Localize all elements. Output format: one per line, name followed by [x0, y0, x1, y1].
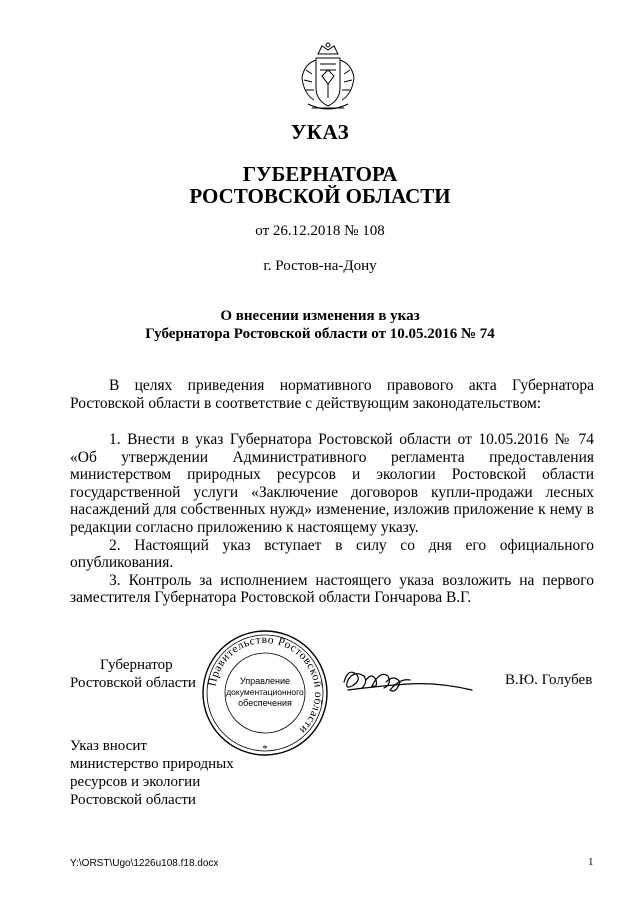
city-line: г. Ростов-на-Дону	[263, 258, 377, 274]
contributor-line-4: Ростовской области	[70, 792, 196, 808]
contributor-line-2: министерство природных	[70, 756, 234, 772]
contributor-block	[70, 737, 234, 809]
seal-inner-line-2: документационного	[226, 687, 304, 697]
subject-line-2: Губернатора Ростовской области от 10.05.2016 № 74	[145, 326, 495, 342]
preamble-paragraph: В целях приведения нормативного правового акта Губернатора Ростовской области в соответствие с действующим законодательством:	[70, 377, 594, 412]
subject-line-1: О внесении изменения в указ	[220, 308, 420, 324]
position-line-1: Губернатор	[100, 657, 173, 673]
seal-inner-line-1: Управление	[239, 676, 291, 686]
position-line-2: Ростовской области	[70, 675, 196, 691]
subject-heading	[0, 307, 640, 343]
document-type-title: УКАЗ	[290, 120, 350, 144]
contributor-line-3: ресурсов и экологии	[70, 774, 201, 790]
issuer-line-2: РОСТОВСКОЙ ОБЛАСТИ	[189, 184, 451, 208]
date-number-line: от 26.12.2018 № 108	[255, 223, 385, 239]
item-3-paragraph: 3. Контроль за исполнением настоящего указа возложить на первого заместителя Губернатора Ростовской области Гончарова В.Г.	[70, 571, 594, 607]
seal-inner-line-3: обеспечения	[238, 698, 292, 708]
handwritten-signature	[338, 660, 478, 700]
issuer-line-1: ГУБЕРНАТОРА	[242, 162, 398, 186]
item-1-paragraph: 1. Внести в указ Губернатора Ростовской области от 10.05.2016 № 74 «Об утверждении Административного регламента предоставления министерством природных ресурсов и экологии Ростовской области государственной услуги «Заключение договоров купли-продажи лесных насаждений для собственных нужд» изменение, изложив приложение к нему в редакции согласно приложению к настоящему указу.	[70, 431, 594, 536]
page-number: 1	[588, 856, 594, 868]
footer-file-path: Y:\ORST\Ugo\1226u108.f18.docx	[70, 858, 219, 869]
preamble-block	[70, 377, 594, 412]
item-2-paragraph: 2. Настоящий указ вступает в силу со дня его официального опубликования.	[70, 536, 594, 572]
coat-of-arms-emblem	[294, 40, 362, 118]
signatory-position	[70, 656, 196, 692]
contributor-line-1: Указ вносит	[70, 738, 147, 754]
operative-items	[70, 431, 594, 607]
signatory-name: В.Ю. Голубев	[505, 672, 593, 688]
seal-star-icon: *	[262, 744, 268, 755]
seal-ring-text: Правительство Ростовской области	[206, 633, 325, 737]
issuer-heading	[0, 163, 640, 207]
